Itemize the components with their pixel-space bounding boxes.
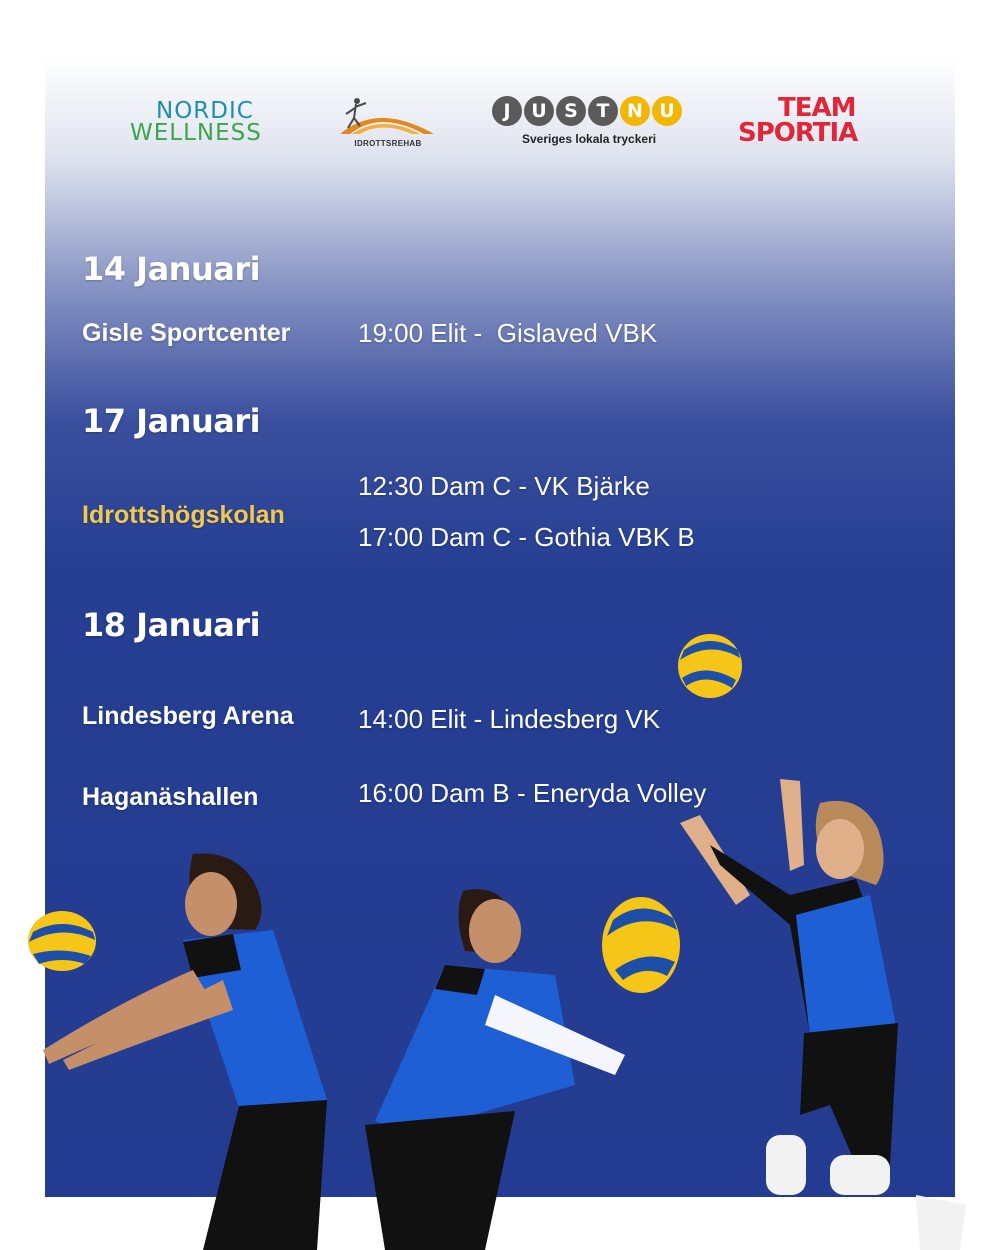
- nordic-wellness-logo: [130, 100, 262, 144]
- justnu-letter-s: S: [556, 96, 586, 126]
- sponsor-bar: [0, 90, 1000, 160]
- match-vk-bjarke: 12:30 Dam C - VK Bjärke: [358, 471, 650, 501]
- idrottsrehab-text: IDROTTSREHAB: [354, 139, 422, 148]
- date-heading-14-januari: 14 Januari: [82, 250, 261, 288]
- justnu-letter-u: U: [524, 96, 554, 126]
- team-sportia-line2: SPORTIA: [738, 118, 858, 148]
- date-heading-18-januari: 18 Januari: [82, 606, 261, 644]
- justnu-circles: [492, 96, 692, 126]
- justnu-tagline: Sveriges lokala tryckeri: [522, 132, 657, 146]
- justnu-letter-n: N: [620, 96, 650, 126]
- player-right: [680, 775, 970, 1250]
- venue-gisle-sportcenter: Gisle Sportcenter: [82, 319, 291, 347]
- team-sportia-logo: [738, 93, 858, 148]
- venue-lindesberg-arena: Lindesberg Arena: [82, 702, 294, 730]
- venue-idrottshogskolan: Idrottshögskolan: [82, 501, 285, 529]
- idrottsrehab-logo: [338, 94, 438, 154]
- match-eneryda: 16:00 Dam B - Eneryda Volley: [358, 778, 707, 808]
- nordic-wellness-line2: WELLNESS: [130, 120, 262, 146]
- date-heading-17-januari: 17 Januari: [82, 402, 261, 440]
- player-center: [365, 885, 655, 1250]
- nordic-wellness-line1: NORDIC: [156, 98, 254, 124]
- justnu-letter-u2: U: [652, 96, 682, 126]
- player-left: [33, 850, 333, 1250]
- justnu-letter-j: J: [492, 96, 522, 126]
- match-gislaved: 19:00 Elit - Gislaved VBK: [358, 318, 658, 348]
- justnu-logo: [492, 96, 692, 146]
- team-sportia-line1: TEAM: [778, 93, 856, 123]
- venue-haganashallen: Haganäshallen: [82, 783, 259, 811]
- match-gothia: 17:00 Dam C - Gothia VBK B: [358, 522, 695, 552]
- volleyball-icon: [676, 632, 744, 700]
- idrottsrehab-emblem-icon: [338, 94, 438, 140]
- match-lindesberg: 14:00 Elit - Lindesberg VK: [358, 704, 661, 734]
- justnu-letter-t: T: [588, 96, 618, 126]
